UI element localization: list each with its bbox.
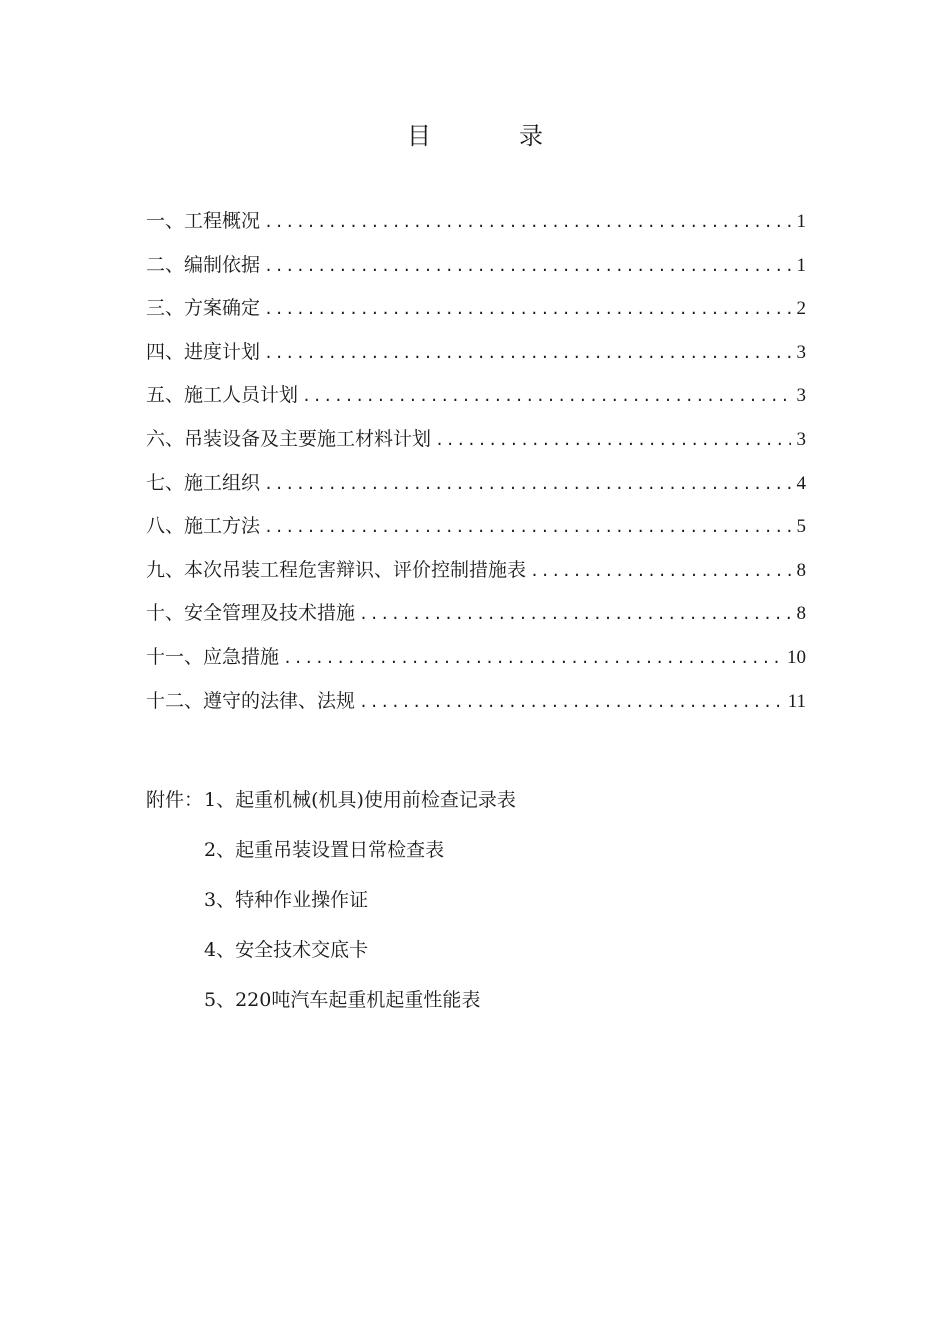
toc-entry-page: 5 <box>796 516 806 538</box>
toc-entry-page: 3 <box>796 385 806 407</box>
attachment-label: 2、起重吊装设置日常检查表 <box>204 839 445 861</box>
toc-entry-label: 五、施工人员计划 <box>146 384 299 407</box>
toc-entry[interactable] <box>146 680 806 724</box>
attachment-label: 4、安全技术交底卡 <box>204 939 369 961</box>
toc-entry-label: 七、施工组织 <box>146 471 261 494</box>
toc-entry[interactable] <box>146 549 806 593</box>
toc-entry-page: 1 <box>796 254 806 276</box>
toc-entry-label: 八、施工方法 <box>146 515 261 538</box>
toc-entry-page: 2 <box>796 298 806 320</box>
toc-entry-page: 11 <box>787 690 806 712</box>
toc-entry-page: 3 <box>796 428 806 450</box>
toc-entry-label: 十二、遵守的法律、法规 <box>146 689 356 712</box>
attachment-item <box>146 982 806 1032</box>
toc-entry-label: 十、安全管理及技术措施 <box>146 602 356 625</box>
toc-entry[interactable] <box>146 331 806 375</box>
toc-entry[interactable] <box>146 287 806 331</box>
toc-entry-page: 4 <box>796 472 806 494</box>
toc-entry[interactable] <box>146 374 806 418</box>
toc-entry[interactable] <box>146 200 806 244</box>
toc-entry-label: 四、进度计划 <box>146 340 261 363</box>
toc-leader-dots <box>283 637 781 681</box>
toc-leader-dots <box>264 332 790 376</box>
attachment-label: 5、220吨汽车起重机起重性能表 <box>204 989 481 1011</box>
toc-title: 目 录 <box>407 122 575 150</box>
toc-entry-label: 一、工程概况 <box>146 210 261 232</box>
toc-leader-dots <box>359 593 790 637</box>
toc-entry-label: 九、本次吊装工程危害辩识、评价控制措施表 <box>146 558 527 581</box>
toc-entry-page: 8 <box>796 603 806 625</box>
toc-entry-label: 二、编制依据 <box>146 253 261 276</box>
toc-leader-dots <box>435 419 790 463</box>
toc-leader-dots <box>264 506 790 550</box>
toc-leader-dots <box>302 375 790 419</box>
toc-leader-dots <box>264 201 790 245</box>
attachment-label: 3、特种作业操作证 <box>204 889 369 911</box>
attachment-item <box>146 932 806 982</box>
toc-leader-dots <box>264 288 790 332</box>
toc-entry-page: 1 <box>796 211 806 232</box>
toc-entry[interactable] <box>146 636 806 680</box>
attachments-prefix: 附件： <box>146 789 204 811</box>
toc-entry[interactable] <box>146 592 806 636</box>
toc-entry[interactable] <box>146 418 806 462</box>
attachments-list <box>146 782 806 1032</box>
toc-leader-dots <box>264 463 790 507</box>
toc-entry[interactable] <box>146 244 806 288</box>
table-of-contents <box>146 200 806 723</box>
toc-entry-page: 3 <box>796 341 806 363</box>
toc-entry[interactable] <box>146 462 806 506</box>
attachment-item <box>146 782 806 832</box>
toc-leader-dots <box>530 550 790 594</box>
toc-entry[interactable] <box>146 505 806 549</box>
toc-entry-label: 三、方案确定 <box>146 297 261 320</box>
toc-entry-page: 10 <box>787 646 806 668</box>
toc-entry-label: 六、吊装设备及主要施工材料计划 <box>146 427 432 450</box>
attachment-item <box>146 832 806 882</box>
toc-leader-dots <box>359 681 782 725</box>
attachment-item <box>146 882 806 932</box>
toc-leader-dots <box>264 245 790 289</box>
attachment-label: 1、起重机械(机具)使用前检查记录表 <box>204 789 516 811</box>
toc-entry-label: 十一、应急措施 <box>146 645 280 668</box>
toc-entry-page: 8 <box>796 559 806 581</box>
